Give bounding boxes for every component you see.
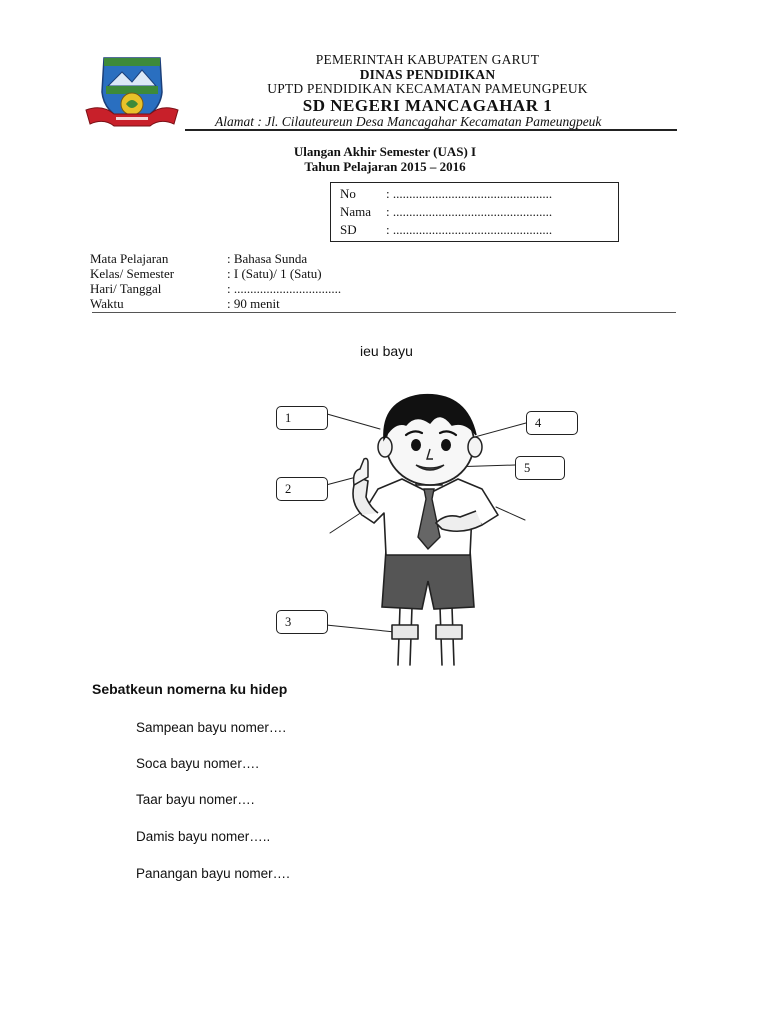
header-government: PEMERINTAH KABUPATEN GARUT bbox=[315, 52, 540, 67]
info-class bbox=[90, 266, 322, 282]
student-school-row bbox=[340, 222, 552, 238]
exam-year: Tahun Pelajaran 2015 – 2016 bbox=[304, 159, 466, 174]
info-time-value: : 90 menit bbox=[227, 296, 280, 311]
info-subject bbox=[90, 251, 307, 267]
label-box-5: 5 bbox=[515, 456, 565, 480]
student-name-label: Nama bbox=[340, 204, 372, 219]
school-name: SD NEGERI MANCAGAHAR 1 bbox=[302, 96, 553, 115]
figure-caption: ieu bayu bbox=[360, 343, 413, 359]
student-number-label: No bbox=[340, 186, 356, 201]
exam-title: Ulangan Akhir Semester (UAS) I bbox=[293, 144, 477, 159]
school-address: Alamat : Jl. Cilauteureun Desa Mancagahar Kecamatan Pameungpeuk bbox=[215, 114, 602, 129]
header-office: DINAS PENDIDIKAN bbox=[359, 67, 496, 82]
student-school-label: SD bbox=[340, 222, 357, 237]
question-1: Sampean bayu nomer…. bbox=[136, 720, 287, 735]
info-time-label: Waktu bbox=[90, 296, 124, 311]
regency-crest-logo bbox=[82, 52, 182, 132]
info-date bbox=[90, 281, 341, 297]
question-4: Damis bayu nomer….. bbox=[136, 829, 271, 844]
label-box-4: 4 bbox=[526, 411, 578, 435]
student-number-blank[interactable]: : ................................................. bbox=[386, 186, 553, 201]
info-date-blank[interactable]: : ................................. bbox=[227, 281, 342, 296]
label-box-3: 3 bbox=[276, 610, 328, 634]
info-class-label: Kelas/ Semester bbox=[90, 266, 175, 281]
question-2: Soca bayu nomer…. bbox=[136, 756, 260, 771]
label-box-1: 1 bbox=[276, 406, 328, 430]
header-divider bbox=[185, 129, 677, 131]
student-school-blank[interactable]: : ................................................. bbox=[386, 222, 553, 237]
student-name-blank[interactable]: : ................................................. bbox=[386, 204, 553, 219]
header-unit: UPTD PENDIDIKAN KECAMATAN PAMEUNGPEUK bbox=[267, 81, 588, 96]
info-subject-label: Mata Pelajaran bbox=[90, 251, 169, 266]
question-3: Taar bayu nomer…. bbox=[136, 792, 255, 807]
info-class-value: : I (Satu)/ 1 (Satu) bbox=[227, 266, 322, 281]
label-box-2: 2 bbox=[276, 477, 328, 501]
instruction: Sebatkeun nomerna ku hidep bbox=[92, 681, 288, 697]
info-time bbox=[90, 296, 280, 312]
info-divider bbox=[92, 312, 676, 313]
question-5: Panangan bayu nomer…. bbox=[136, 866, 290, 881]
student-name-row bbox=[340, 204, 552, 220]
info-subject-value: : Bahasa Sunda bbox=[227, 251, 308, 266]
student-number-row bbox=[340, 186, 552, 202]
info-date-label: Hari/ Tanggal bbox=[90, 281, 162, 296]
